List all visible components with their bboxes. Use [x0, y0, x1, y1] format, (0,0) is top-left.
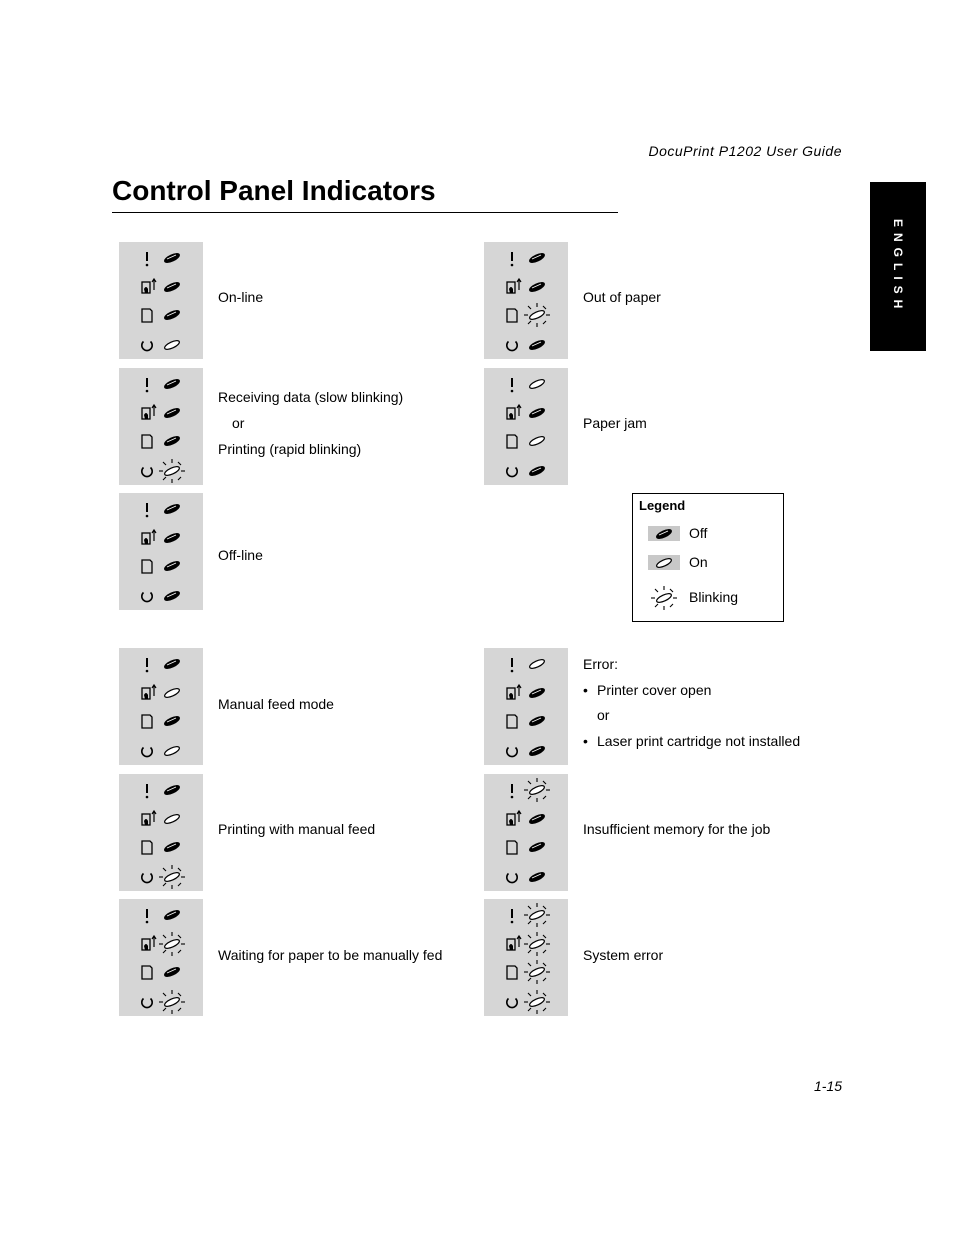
indicator-panel-online	[119, 242, 203, 359]
indicator-row	[484, 652, 568, 676]
page-number: 1-15	[813, 1078, 842, 1094]
indicator-row	[484, 739, 568, 763]
indicator-panel-printing-manual	[119, 774, 203, 891]
indicator-row	[119, 903, 203, 927]
led-off-icon	[163, 407, 180, 419]
led-off-icon	[163, 841, 180, 853]
indicator-row	[119, 835, 203, 859]
legend-label: Off	[689, 525, 708, 541]
led-off-icon	[163, 560, 180, 572]
led-off-icon	[528, 841, 545, 853]
led-off-icon	[163, 784, 180, 796]
error-icon	[146, 784, 149, 798]
indicator-row	[484, 709, 568, 733]
led-off-icon	[163, 281, 180, 293]
led-off-icon	[528, 715, 545, 727]
led-on-icon	[163, 687, 180, 699]
paper-icon	[142, 435, 152, 448]
status-label-paper-jam	[583, 410, 647, 436]
indicator-row	[484, 275, 568, 299]
indicator-panel-system-error	[484, 899, 568, 1016]
status-text: Printer cover open	[597, 681, 712, 698]
manual-feed-icon	[142, 405, 156, 419]
ready-icon	[507, 999, 517, 1008]
led-blink-icon	[524, 303, 550, 327]
status-text-or: or	[597, 707, 610, 723]
paper-icon	[507, 715, 517, 728]
led-blink-icon	[159, 865, 185, 889]
led-blink-icon	[524, 778, 550, 802]
error-icon	[511, 784, 514, 798]
led-off-icon	[528, 339, 545, 351]
led-off-icon	[163, 966, 180, 978]
status-text: Insufficient memory for the job	[583, 821, 771, 837]
guide-title: DocuPrint P1202 User Guide	[648, 143, 842, 159]
paper-icon	[507, 966, 517, 979]
status-text-or: or	[232, 415, 245, 431]
status-text: Printing (rapid blinking)	[218, 441, 362, 457]
legend-box	[632, 493, 784, 622]
indicator-row	[484, 429, 568, 453]
ready-icon	[142, 874, 152, 883]
led-off-icon	[528, 871, 545, 883]
led-off-icon	[163, 309, 180, 321]
led-blink-icon	[159, 990, 185, 1014]
legend-label: Blinking	[689, 589, 739, 605]
ready-icon	[507, 342, 517, 351]
manual-feed-icon	[142, 936, 156, 950]
manual-feed-icon	[142, 530, 156, 544]
indicator-panel-receiving	[119, 368, 203, 485]
manual-feed-icon	[142, 685, 156, 699]
ready-icon	[507, 748, 517, 757]
indicator-row	[119, 429, 203, 453]
indicator-row	[119, 739, 203, 763]
paper-icon	[142, 309, 152, 322]
indicator-row	[484, 681, 568, 705]
indicator-row	[484, 246, 568, 270]
indicator-panel-paper-jam	[484, 368, 568, 485]
indicator-row	[119, 303, 203, 327]
ready-icon	[142, 999, 152, 1008]
indicator-row	[119, 554, 203, 578]
status-label-error	[583, 652, 800, 754]
legend-item-blinking	[645, 586, 775, 610]
status-text: Manual feed mode	[218, 696, 334, 712]
led-off-icon	[528, 407, 545, 419]
led-off-icon	[163, 909, 180, 921]
error-icon	[146, 658, 149, 672]
indicator-row	[484, 372, 568, 396]
paper-icon	[142, 560, 152, 573]
status-text: Waiting for paper to be manually fed	[218, 947, 443, 963]
ready-icon	[142, 748, 152, 757]
led-off-icon	[163, 715, 180, 727]
status-bullet	[583, 729, 800, 755]
status-text: System error	[583, 947, 664, 963]
indicator-row	[484, 835, 568, 859]
led-off-icon	[163, 378, 180, 390]
led-on-icon	[528, 658, 545, 670]
paper-icon	[507, 841, 517, 854]
indicator-row	[484, 303, 568, 327]
paper-icon	[507, 435, 517, 448]
led-blink-icon	[524, 932, 550, 956]
indicator-row	[119, 778, 203, 802]
paper-icon	[142, 715, 152, 728]
manual-feed-icon	[507, 685, 521, 699]
led-on-icon	[163, 813, 180, 825]
led-blink-icon	[651, 586, 677, 610]
led-off-icon	[528, 252, 545, 264]
status-label-online	[218, 284, 263, 310]
indicator-row	[119, 459, 203, 483]
legend-item-off	[645, 522, 775, 546]
indicator-row	[119, 681, 203, 705]
paper-icon	[142, 966, 152, 979]
indicator-panel-waiting-manual	[119, 899, 203, 1016]
status-label-insufficient-memory	[583, 816, 770, 842]
error-icon	[511, 909, 514, 923]
indicator-row	[484, 990, 568, 1014]
indicator-row	[119, 865, 203, 889]
error-icon	[511, 658, 514, 672]
led-off-icon	[528, 745, 545, 757]
led-off-icon	[528, 813, 545, 825]
status-label-system-error	[583, 942, 663, 968]
led-on-icon	[528, 378, 545, 390]
indicator-row	[119, 584, 203, 608]
ready-icon	[507, 874, 517, 883]
manual-feed-icon	[507, 936, 521, 950]
indicator-row	[484, 903, 568, 927]
led-off-icon	[163, 252, 180, 264]
led-on-icon	[163, 339, 180, 351]
paper-icon	[142, 841, 152, 854]
legend-title: Legend	[639, 498, 686, 513]
status-label-waiting-manual	[218, 942, 442, 968]
indicator-row	[119, 526, 203, 550]
status-text: Error:	[583, 656, 618, 672]
indicator-row	[484, 333, 568, 357]
indicator-row	[119, 652, 203, 676]
error-icon	[511, 252, 514, 266]
error-icon	[146, 503, 149, 517]
indicator-row	[119, 960, 203, 984]
status-text: Laser print cartridge not installed	[597, 732, 801, 749]
language-tab	[870, 182, 926, 351]
error-icon	[146, 252, 149, 266]
status-text: Receiving data (slow blinking)	[218, 389, 404, 405]
status-text: Paper jam	[583, 415, 647, 431]
status-label-out-of-paper	[583, 284, 661, 310]
error-icon	[146, 909, 149, 923]
led-blink-icon	[524, 903, 550, 927]
indicator-row	[119, 932, 203, 956]
indicator-row	[119, 497, 203, 521]
manual-feed-icon	[142, 279, 156, 293]
led-blink-icon	[159, 459, 185, 483]
manual-feed-icon	[507, 811, 521, 825]
title-rule	[112, 212, 618, 213]
indicator-panel-offline	[119, 493, 203, 610]
led-off-icon	[528, 687, 545, 699]
indicator-row	[119, 990, 203, 1014]
language-tab-label: ENGLISH	[891, 218, 905, 315]
manual-feed-icon	[507, 405, 521, 419]
status-text: On-line	[218, 289, 264, 305]
led-on-icon	[528, 435, 545, 447]
led-blink-icon	[524, 990, 550, 1014]
led-off-icon	[163, 503, 180, 515]
error-icon	[511, 378, 514, 392]
indicator-row	[484, 778, 568, 802]
ready-icon	[142, 468, 152, 477]
status-bullet	[583, 678, 800, 704]
led-blink-icon	[524, 960, 550, 984]
manual-feed-icon	[142, 811, 156, 825]
indicator-row	[119, 807, 203, 831]
status-label-printing-manual	[218, 816, 375, 842]
indicator-row	[119, 709, 203, 733]
led-off-icon	[528, 465, 545, 477]
indicator-row	[119, 275, 203, 299]
indicator-row	[119, 372, 203, 396]
ready-icon	[142, 593, 152, 602]
led-off-icon	[163, 658, 180, 670]
status-label-offline	[218, 542, 263, 568]
page-title: Control Panel Indicators	[112, 175, 436, 206]
indicator-panel-error	[484, 648, 568, 765]
led-off-icon	[163, 590, 180, 602]
led-off-icon	[163, 435, 180, 447]
indicator-panel-insufficient-memory	[484, 774, 568, 891]
status-text: Off-line	[218, 547, 263, 563]
indicator-panel-manual-feed-mode	[119, 648, 203, 765]
legend-item-on	[645, 551, 775, 575]
indicator-row	[119, 401, 203, 425]
paper-icon	[507, 309, 517, 322]
indicator-row	[119, 333, 203, 357]
error-icon	[146, 378, 149, 392]
led-on-icon	[163, 745, 180, 757]
indicator-row	[484, 807, 568, 831]
status-text: Printing with manual feed	[218, 821, 376, 837]
ready-icon	[507, 468, 517, 477]
manual-feed-icon	[507, 279, 521, 293]
indicator-row	[484, 960, 568, 984]
led-off-icon	[163, 532, 180, 544]
indicator-row	[484, 401, 568, 425]
ready-icon	[142, 342, 152, 351]
led-off-icon	[528, 281, 545, 293]
status-label-manual-feed-mode	[218, 691, 334, 717]
indicator-row	[484, 459, 568, 483]
indicator-row	[484, 865, 568, 889]
led-blink-icon	[159, 932, 185, 956]
indicator-row	[484, 932, 568, 956]
status-label-receiving	[218, 384, 403, 462]
indicator-panel-out-of-paper	[484, 242, 568, 359]
legend-label: On	[689, 554, 708, 570]
status-text: Out of paper	[583, 289, 661, 305]
indicator-row	[119, 246, 203, 270]
